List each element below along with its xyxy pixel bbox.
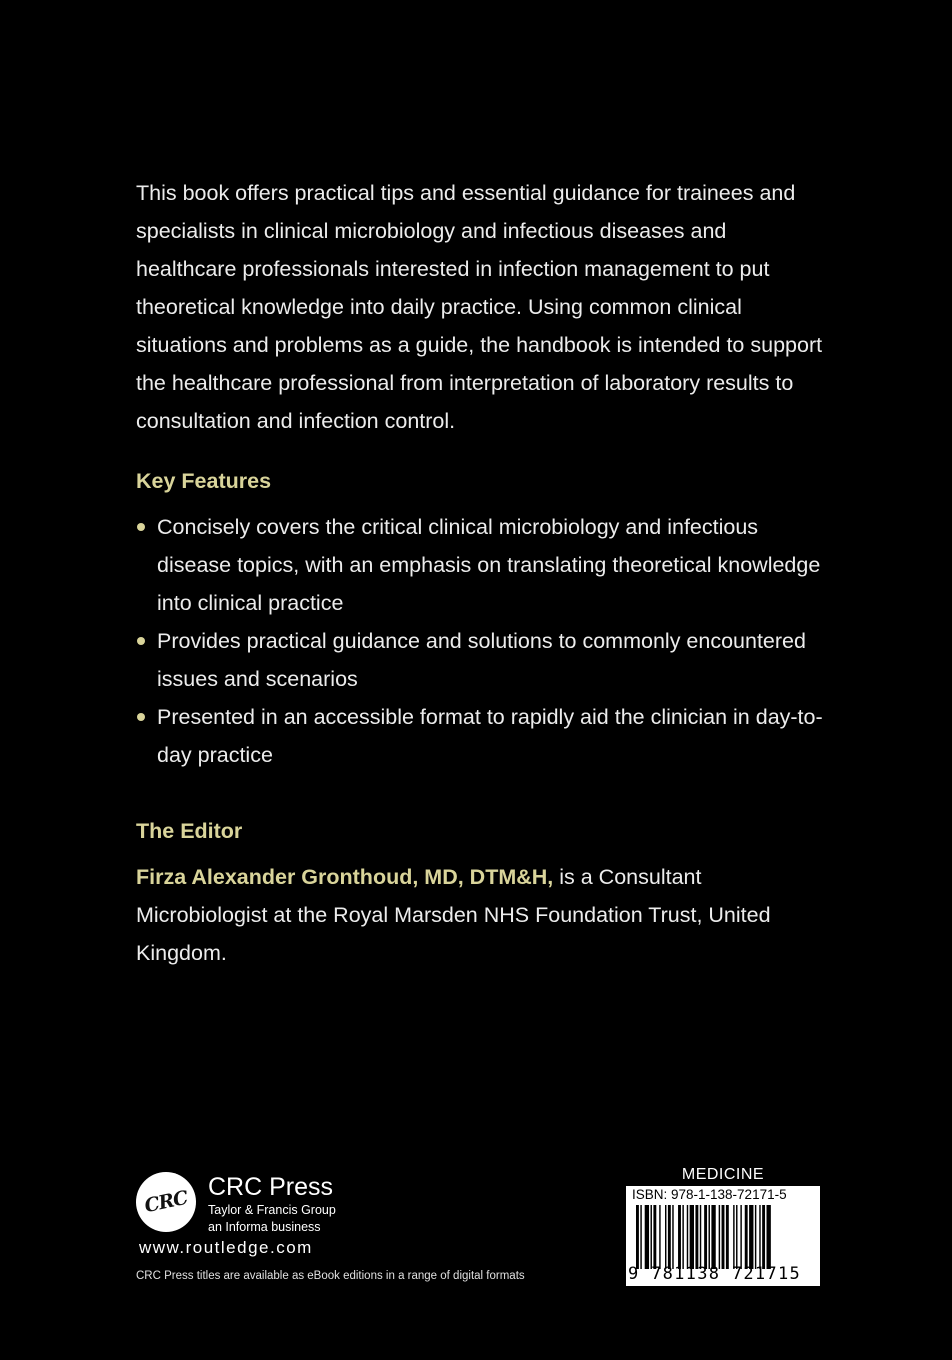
ebook-note: CRC Press titles are available as eBook editions in a range of digital formats <box>136 1270 525 1282</box>
crc-press-logo: CRC <box>130 1166 201 1237</box>
barcode-digits: 9 781138 721715 <box>628 1264 802 1284</box>
bullet-icon <box>137 523 145 531</box>
bullet-icon <box>137 713 145 721</box>
barcode-bar <box>640 1205 641 1269</box>
publisher-block <box>136 1172 556 1292</box>
barcode-bar <box>665 1205 666 1269</box>
feature-item <box>136 508 826 622</box>
barcode-bar <box>700 1205 701 1269</box>
barcode-bar <box>678 1205 681 1269</box>
barcode-bar <box>719 1205 720 1269</box>
feature-text: Provides practical guidance and solutions to commonly encountered issues and scenarios <box>157 629 806 691</box>
barcode-bar <box>690 1205 694 1269</box>
barcode-panel <box>626 1186 820 1286</box>
barcode-bar <box>759 1205 760 1269</box>
barcode-bar <box>749 1205 753 1269</box>
key-features-heading: Key Features <box>136 469 272 493</box>
barcode-bar <box>704 1205 707 1269</box>
barcode-bar <box>668 1205 671 1269</box>
bullet-icon <box>137 637 145 645</box>
barcode-icon <box>636 1205 814 1269</box>
feature-item <box>136 622 826 698</box>
editor-name: Firza Alexander Gronthoud, MD, DTM&H, <box>136 865 554 889</box>
barcode-bar <box>636 1205 639 1269</box>
editor-heading: The Editor <box>136 819 243 843</box>
isbn-text: ISBN: 978-1-138-72171-5 <box>632 1187 787 1202</box>
barcode-bar <box>695 1205 698 1269</box>
barcode-bar <box>653 1205 656 1269</box>
publisher-group: Taylor & Francis Group <box>208 1203 336 1217</box>
barcode-bar <box>740 1205 741 1269</box>
barcode-bar <box>745 1205 748 1269</box>
barcode-block <box>626 1166 820 1286</box>
barcode-bar <box>682 1205 683 1269</box>
publisher-informa: an Informa business <box>208 1220 321 1234</box>
barcode-bar <box>711 1205 715 1269</box>
feature-text: Presented in an accessible format to rapidly aid the clinician in day-to-day practice <box>157 705 823 767</box>
subject-label: MEDICINE <box>681 1166 765 1183</box>
publisher-name: CRC Press <box>208 1173 334 1201</box>
publisher-url[interactable]: www.routledge.com <box>139 1238 313 1257</box>
feature-text: Concisely covers the critical clinical microbiology and infectious disease topics, with an emphasis on translating theoretical knowledge into clinical practice <box>157 515 821 615</box>
barcode-bar <box>733 1205 734 1269</box>
editor-bio-text: is a Consultant Microbiologist at the Royal Marsden NHS Foundation Trust, United Kingdom. <box>136 865 771 965</box>
barcode-bar <box>767 1205 771 1269</box>
editor-bio <box>136 858 826 972</box>
barcode-bar <box>755 1205 756 1269</box>
feature-item <box>136 698 826 774</box>
barcode-bar <box>726 1205 729 1269</box>
barcode-bar <box>709 1205 710 1269</box>
barcode-bar <box>659 1205 660 1269</box>
book-description: This book offers practical tips and essential guidance for trainees and specialists in clinical microbiology and infectious diseases and healthcare professionals interested in infection management to put theoretical knowledge into daily practice. Using common clinical situations and problems as a guide, the handbook is intended to support the healthcare professional from interpretation of laboratory results to consultation and infection control. <box>136 181 823 433</box>
barcode-bar <box>672 1205 673 1269</box>
back-cover-text <box>136 174 826 972</box>
key-features-list <box>136 508 826 774</box>
barcode-bar <box>645 1205 649 1269</box>
barcode-bar <box>651 1205 652 1269</box>
barcode-bar <box>687 1205 688 1269</box>
barcode-bar <box>736 1205 737 1269</box>
barcode-bar <box>762 1205 765 1269</box>
barcode-bar <box>722 1205 725 1269</box>
